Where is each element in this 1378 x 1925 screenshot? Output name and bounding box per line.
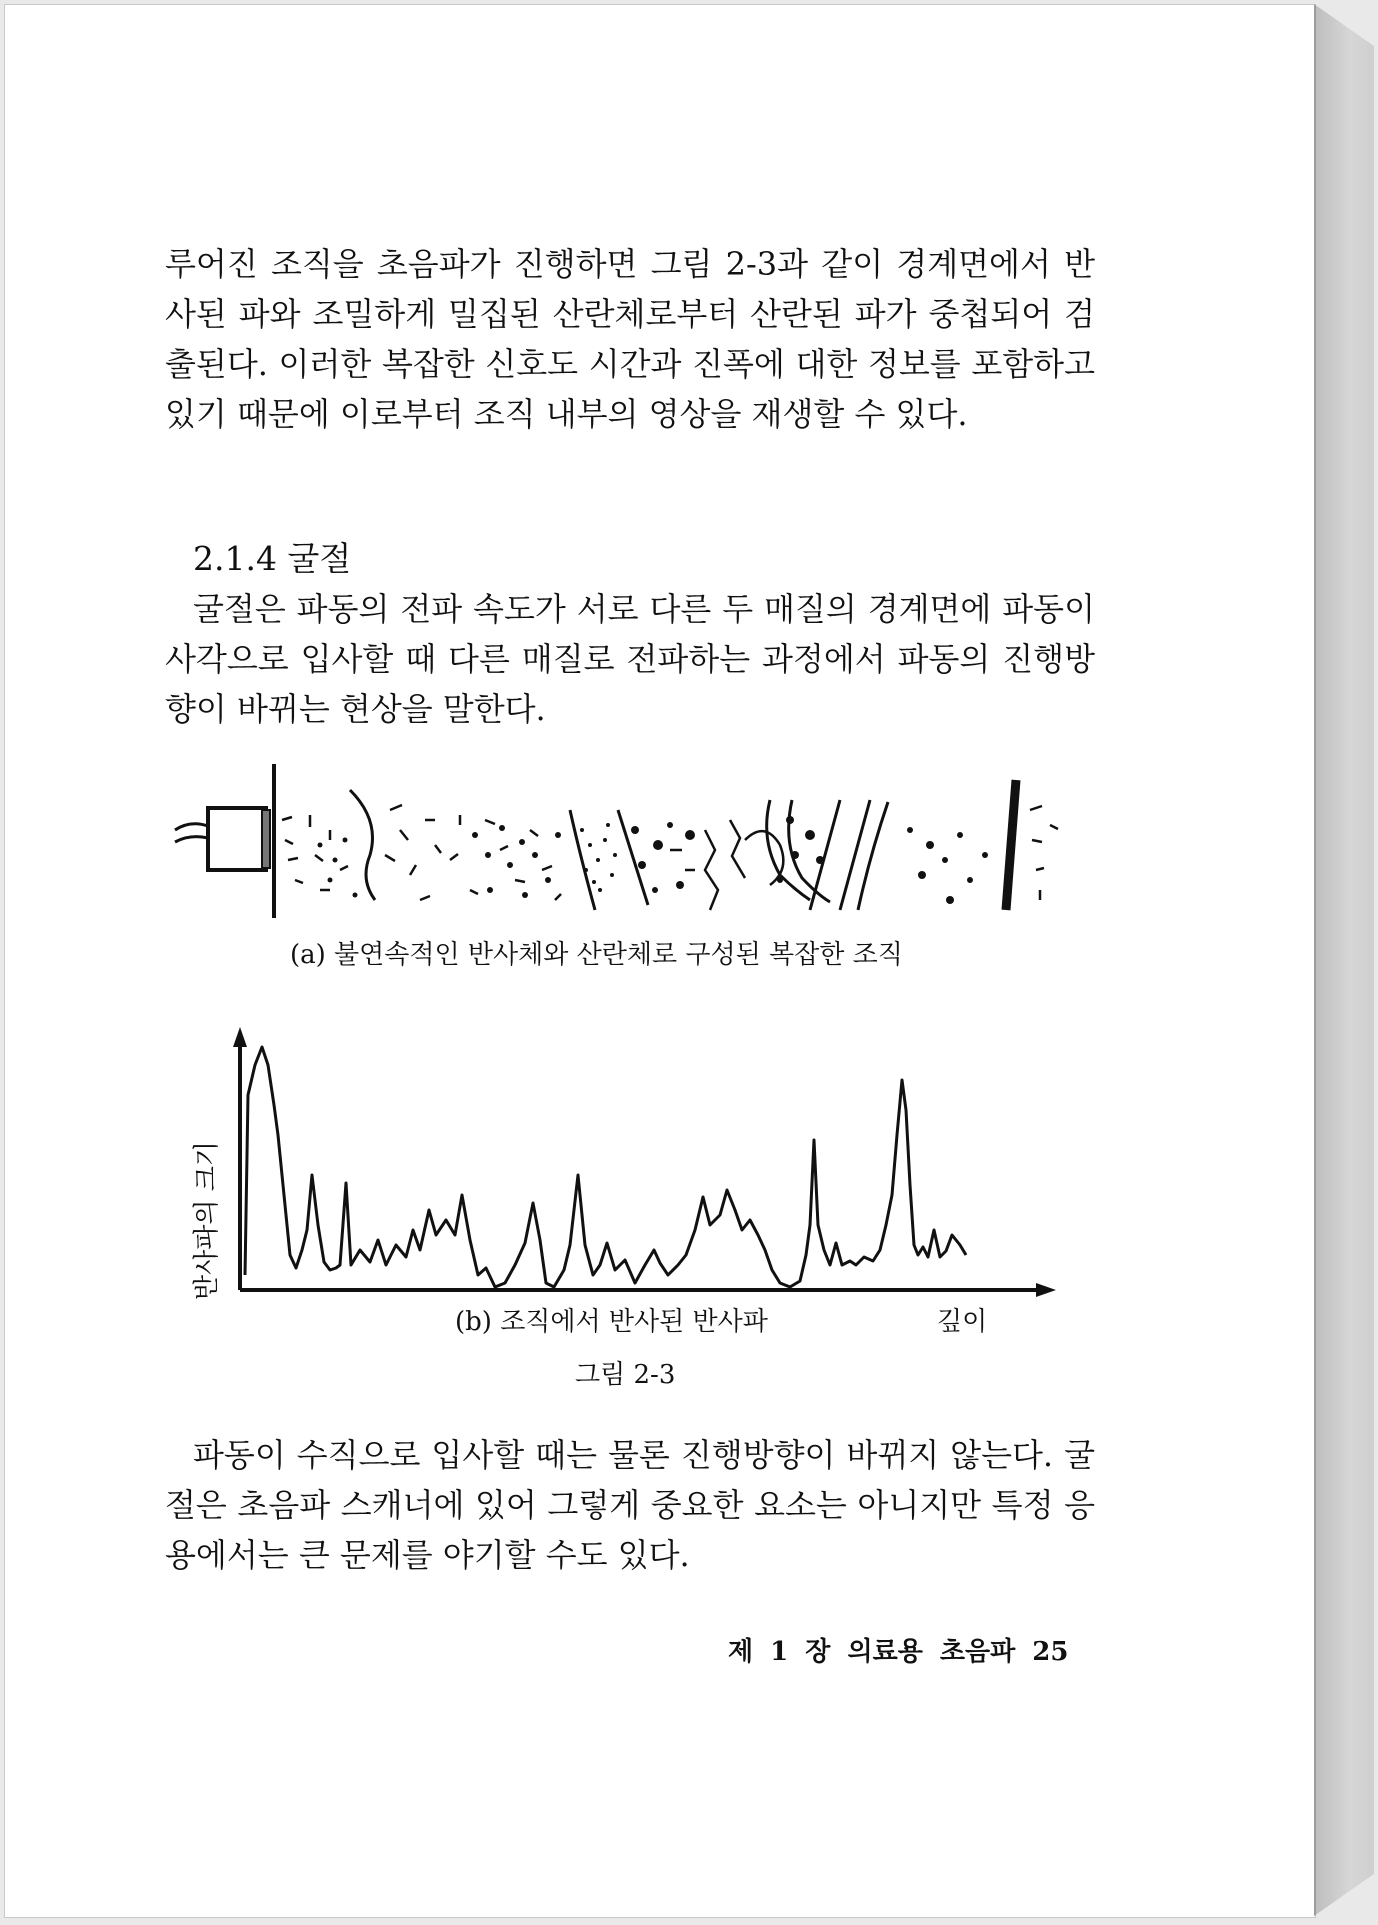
transducer-face: [262, 810, 270, 868]
transducer-body: [208, 808, 266, 870]
body-paragraph-3: 파동이 수직으로 입사할 때는 물론 진행방향이 바뀌지 않는다. 굴절은 초음파 스캐너에 있어 그렇게 중요한 요소는 아니지만 특정 응용에서는 큰 문제를 야기할 수도 있다.: [165, 1436, 1095, 1574]
body-paragraph-2: 굴절은 파동의 전파 속도가 서로 다른 두 매질의 경계면에 파동이 사각으로 입사할 때 다른 매질로 전파하는 과정에서 파동의 진행방향이 바뀌는 현상을 말한다.: [165, 590, 1095, 728]
body-paragraph-1: 루어진 조직을 초음파가 진행하면 그림 2-3과 같이 경계면에서 반사된 파와 조밀하게 밀집된 산란체로부터 산란된 파가 중첩되어 검출된다. 이러한 복잡한 신호도 시간과 진폭에 대한 정보를 포함하고 있기 때문에 이로부터 조직 내부의 영상을 재생할 수 있다.: [165, 245, 1095, 433]
figure-number: 그림 2-3: [575, 1360, 676, 1390]
section-heading: 2.1.4 굴절: [193, 539, 352, 578]
echo-signal-trace: [245, 1047, 966, 1287]
figure-caption-a: (a) 불연속적인 반사체와 산란체로 구성된 복잡한 조직: [290, 940, 903, 970]
running-footer: 제 1 장 의료용 초음파 25: [728, 1637, 1069, 1667]
scatterer-dots: [318, 816, 989, 904]
graph-y-axis-label: 반사파의 크기: [192, 1141, 222, 1300]
graph-x-axis-label: 깊이: [937, 1307, 988, 1337]
figure-caption-b: (b) 조직에서 반사된 반사파: [455, 1307, 768, 1337]
graph-x-arrowhead: [1036, 1283, 1056, 1297]
graph-y-arrowhead: [233, 1027, 247, 1047]
echo-amplitude-graph: [190, 1025, 1070, 1335]
transducer-cable: [175, 824, 208, 842]
tissue-illustration: [170, 760, 1070, 920]
tissue-crack-lines: [705, 820, 783, 910]
scatterer-dashes: [282, 805, 1058, 900]
page-edge-shadow: [1314, 4, 1374, 1916]
tissue-layer-boundaries: [350, 790, 888, 910]
strong-reflector-line: [1006, 780, 1016, 910]
